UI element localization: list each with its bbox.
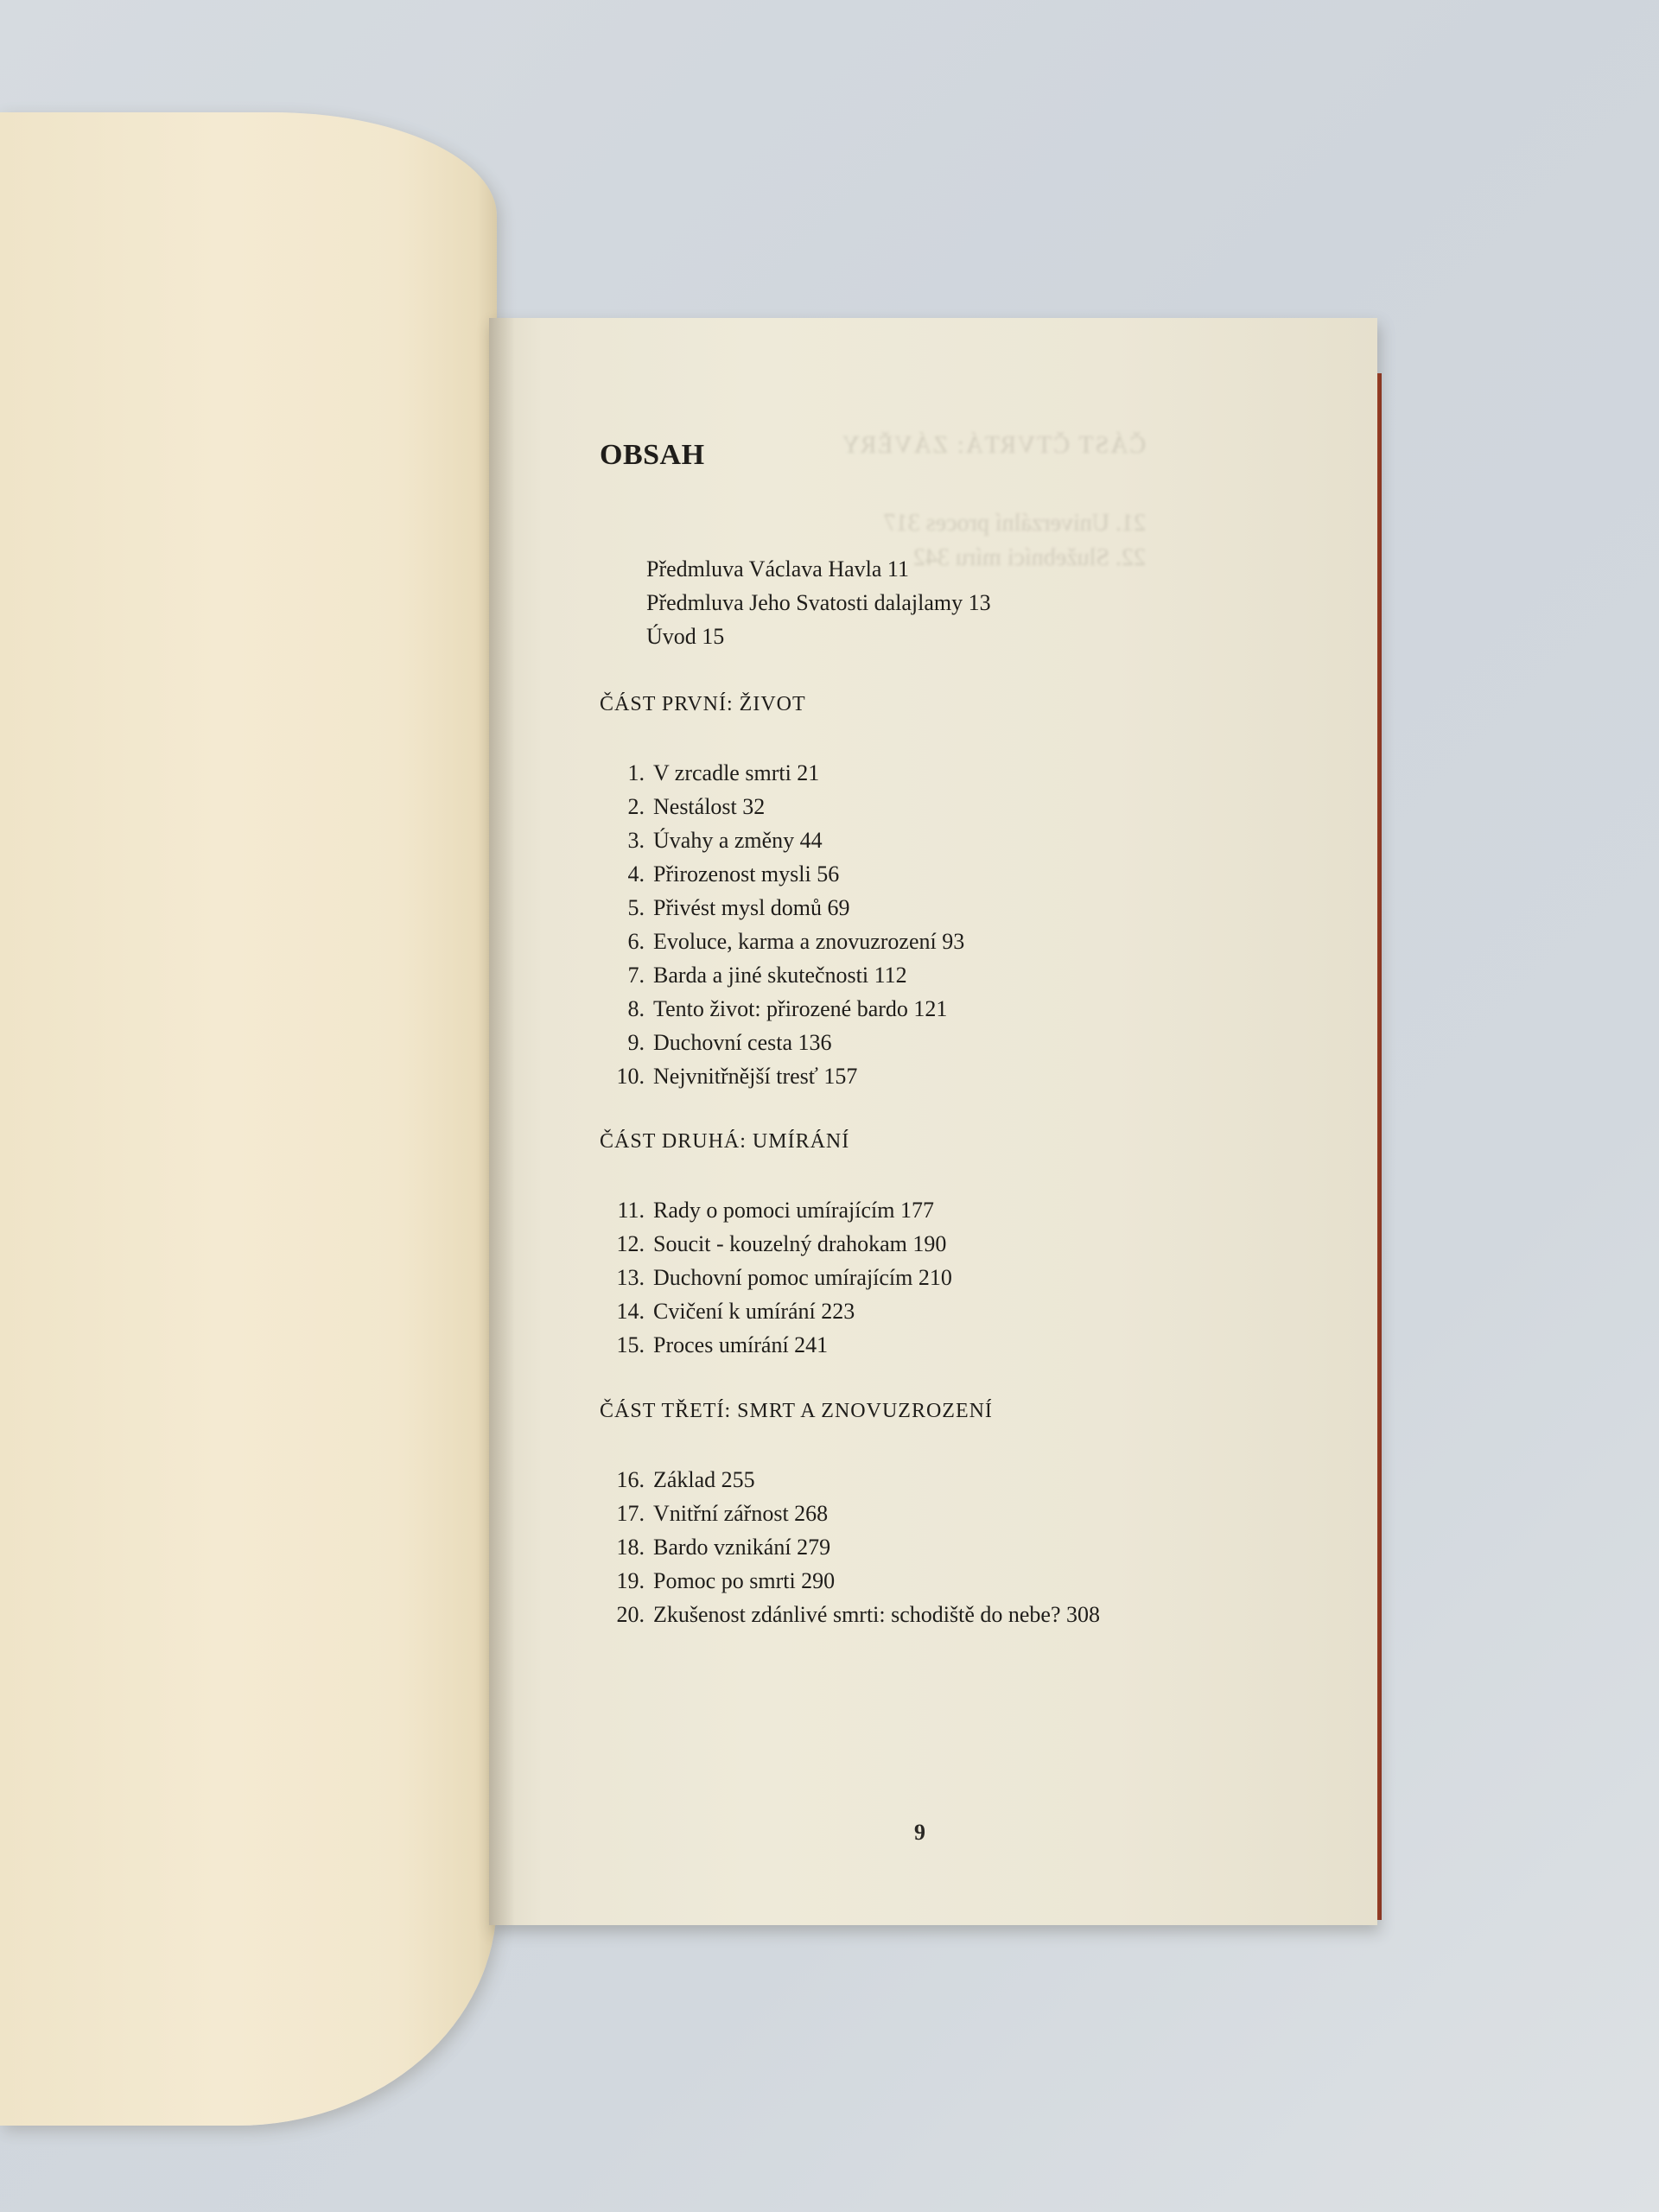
- chapter-item: [600, 1030, 832, 1056]
- chapter-number: 2.: [627, 794, 645, 819]
- chapter-title: V zrcadle smrti 21: [653, 760, 820, 785]
- chapter-number: 16.: [616, 1467, 645, 1492]
- chapter-number: 10.: [616, 1064, 645, 1089]
- front-matter-item: Předmluva Jeho Svatosti dalajlamy 13: [646, 590, 991, 615]
- chapter-item: [600, 1535, 830, 1560]
- chapter-item: [600, 895, 850, 921]
- front-matter-item: Předmluva Václava Havla 11: [646, 556, 909, 582]
- part-heading: ČÁST DRUHÁ: UMÍRÁNÍ: [600, 1130, 850, 1153]
- chapter-number: 13.: [616, 1265, 645, 1290]
- chapter-number: 6.: [627, 929, 645, 954]
- chapter-title: Nestálost 32: [653, 794, 766, 819]
- chapter-number: 7.: [627, 963, 645, 988]
- chapter-number: 15.: [616, 1332, 645, 1357]
- chapter-title: Soucit - kouzelný drahokam 190: [653, 1231, 947, 1256]
- chapter-title: Rady o pomoci umírajícím 177: [653, 1198, 934, 1223]
- chapter-number: 1.: [627, 760, 645, 785]
- chapter-title: Barda a jiné skutečnosti 112: [653, 963, 907, 988]
- chapter-item: [600, 794, 765, 820]
- chapter-item: [600, 1501, 828, 1527]
- chapter-number: 5.: [627, 895, 645, 920]
- chapter-title: Duchovní pomoc umírajícím 210: [653, 1265, 952, 1290]
- chapter-title: Základ 255: [653, 1467, 755, 1492]
- page-number: 9: [914, 1820, 925, 1845]
- chapter-number: 17.: [616, 1501, 645, 1526]
- chapter-number: 3.: [627, 828, 645, 853]
- chapter-item: [600, 1602, 1100, 1628]
- chapter-title: Úvahy a změny 44: [653, 828, 823, 853]
- show-through-line: 21. Univerzální proces 317: [883, 510, 1146, 537]
- chapter-number: 20.: [616, 1602, 645, 1627]
- show-through-line: 22. Služebníci míru 342: [912, 544, 1146, 571]
- chapter-item: [600, 996, 947, 1022]
- chapter-item: [600, 1568, 835, 1594]
- part-heading: ČÁST PRVNÍ: ŽIVOT: [600, 693, 806, 715]
- chapter-number: 19.: [616, 1568, 645, 1593]
- chapter-number: 4.: [627, 861, 645, 887]
- chapter-title: Pomoc po smrti 290: [653, 1568, 836, 1593]
- chapter-item: [600, 1265, 952, 1291]
- chapter-number: 11.: [617, 1198, 645, 1223]
- chapter-title: Bardo vznikání 279: [653, 1535, 831, 1560]
- chapter-item: [600, 861, 839, 887]
- chapter-item: [600, 760, 819, 786]
- chapter-item: [600, 1299, 855, 1325]
- chapter-title: Proces umírání 241: [653, 1332, 829, 1357]
- chapter-number: 14.: [616, 1299, 645, 1324]
- chapter-title: Zkušenost zdánlivé smrti: schodiště do nebe? 308: [653, 1602, 1101, 1627]
- chapter-number: 8.: [627, 996, 645, 1021]
- front-matter-item: Úvod 15: [646, 624, 725, 649]
- chapter-number: 9.: [627, 1030, 645, 1055]
- chapter-title: Duchovní cesta 136: [653, 1030, 832, 1055]
- chapter-title: Přivést mysl domů 69: [653, 895, 850, 920]
- chapter-item: [600, 929, 964, 955]
- chapter-item: [600, 1198, 934, 1224]
- right-page: [489, 318, 1377, 1925]
- chapter-title: Přirozenost mysli 56: [653, 861, 840, 887]
- chapter-number: 18.: [616, 1535, 645, 1560]
- show-through-heading: ČÁST ČTVRTÁ: ZÁVĚRY: [840, 432, 1146, 459]
- chapter-item: [600, 1064, 857, 1090]
- left-page: [0, 112, 497, 2126]
- chapter-title: Tento život: přirozené bardo 121: [653, 996, 948, 1021]
- chapter-item: [600, 1231, 946, 1257]
- chapter-title: Evoluce, karma a znovuzrození 93: [653, 929, 965, 954]
- part-heading: ČÁST TŘETÍ: SMRT A ZNOVUZROZENÍ: [600, 1400, 993, 1422]
- gutter-shadow: [489, 318, 515, 1925]
- chapter-item: [600, 828, 823, 854]
- chapter-item: [600, 1332, 828, 1358]
- chapter-title: Vnitřní zářnost 268: [653, 1501, 829, 1526]
- chapter-item: [600, 1467, 755, 1493]
- chapter-title: Nejvnitřnější tresť 157: [653, 1064, 858, 1089]
- chapter-item: [600, 963, 907, 988]
- chapter-number: 12.: [616, 1231, 645, 1256]
- toc-title: OBSAH: [600, 439, 705, 471]
- chapter-title: Cvičení k umírání 223: [653, 1299, 855, 1324]
